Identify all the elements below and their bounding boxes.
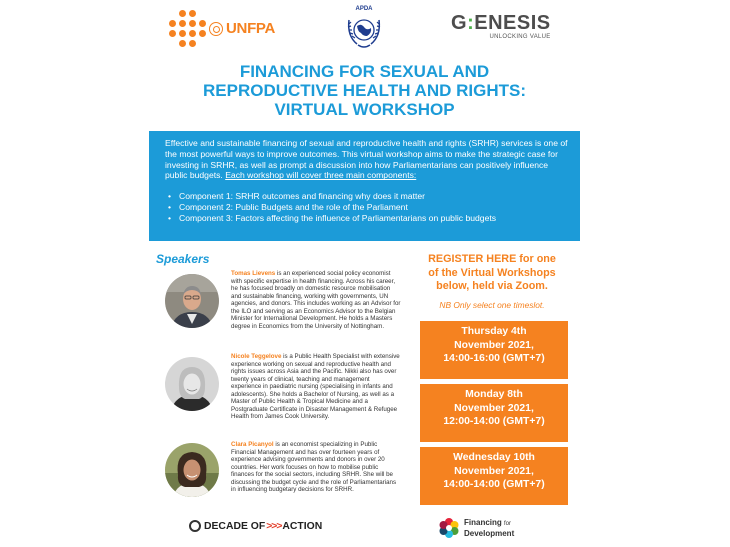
- intro-components-lead: Each workshop will cover three main components:: [225, 170, 417, 181]
- speaker-name: Clara Picanyol: [231, 441, 274, 448]
- timeslot-button-monday[interactable]: Monday 8th November 2021, 12:00-14:00 (GMT+7): [420, 384, 568, 442]
- speaker-bio: Nicole Teggelove is a Public Health Specialist with extensive experience working on sexual and reproductive health and rights issues across Asia and the Pacific. Nikki also has over twenty years of clinical, teaching and management experience in paediatric nursing (specialising in infants and adolescents). She holds a Bachelor of Nursing, as well as a Master of Public Health & Tropical Medicine and a Postgraduate Certificate in Disaster Management & Refugee Health from James Cook University.: [231, 353, 400, 420]
- ffd-wordmark: Financing for Development: [464, 518, 515, 538]
- un-emblem-icon: [209, 22, 223, 36]
- apda-logo: [345, 6, 383, 50]
- genesis-wordmark: G:ENESIS: [451, 12, 551, 34]
- speaker-bio: Tomas Lievens is an experienced social policy economist with specific expertise in health financing. Across his career, he has focused broadly on domestic resource mobilisation and sustainable financing, working with governments, UN agencies, and donors. This includes working as an Advisor for the ILO and serving as an Economics Advisor to the Belgian Minister for International Development. He holds a Masters degree in Economics from the University of Nottingham.: [231, 270, 401, 330]
- speaker-name: Nicole Teggelove: [231, 353, 282, 360]
- intro-paragraph: Effective and sustainable financing of sexual and reproductive health and rights (SRHR) services is one of the most powerful ways to improve outcomes. This virtual workshop aims to make the strategic case for investing in SRHR, as well as prompt a discussion into how Parliamentarians can positively influence public budgets. Each workshop will cover three main components:: [165, 138, 568, 181]
- speaker-photo: [165, 443, 219, 497]
- globe-icon: [189, 520, 201, 532]
- components-list: [165, 191, 570, 223]
- timeslot-button-wednesday[interactable]: Wednesday 10th November 2021, 14:00-14:00 (GMT+7): [420, 447, 568, 505]
- apda-globe-icon: [345, 6, 383, 50]
- financing-for-development-logo: [438, 517, 514, 539]
- list-item: • Component 2: Public Budgets and the role of the Parliament: [165, 202, 570, 213]
- workshop-flyer: [149, 0, 580, 547]
- genesis-logo: [451, 13, 551, 40]
- title-line-1: FINANCING FOR SEXUAL AND: [239, 62, 490, 81]
- unfpa-wordmark: UNFPA: [226, 20, 276, 37]
- ffd-flower-icon: [438, 517, 460, 539]
- list-item: • Component 1: SRHR outcomes and financing why does it matter: [165, 191, 570, 202]
- speakers-heading: Speakers: [156, 252, 210, 266]
- chevrons-icon: >>>: [266, 520, 282, 532]
- title-line-3: VIRTUAL WORKSHOP: [274, 100, 455, 119]
- apda-wordmark: APDA: [355, 6, 373, 12]
- intro-box: [149, 131, 580, 241]
- unfpa-dots-icon: [169, 10, 206, 47]
- genesis-tagline: UNLOCKING VALUE: [489, 34, 551, 40]
- page-title: [149, 62, 580, 119]
- title-line-2: REPRODUCTIVE HEALTH AND RIGHTS:: [203, 81, 526, 100]
- list-item: • Component 3: Factors affecting the influence of Parliamentarians on public budgets: [165, 213, 570, 224]
- register-heading[interactable]: REGISTER HERE for one of the Virtual Workshops below, held via Zoom.: [428, 253, 556, 292]
- speaker-photo: [165, 357, 219, 411]
- speaker-photo: [165, 274, 219, 328]
- decade-of-action-logo: DECADE OF >>> ACTION: [189, 520, 322, 532]
- speaker-name: Tomas Lievens: [231, 270, 276, 277]
- timeslot-note: NB Only select one timeslot.: [439, 300, 545, 310]
- speaker-bio: Clara Picanyol is an economist specializing in Public Financial Management and has over fourteen years of experience advising governments and donors in over 20 countries. Her work focuses on how to mobilise public finances for the social sectors, including SRHR. She will be discussing the budget cycle and the role of Parliamentarians in influencing budgetary decisions for SRHR.: [231, 441, 397, 493]
- timeslot-button-thursday[interactable]: Thursday 4th November 2021, 14:00-16:00 (GMT+7): [420, 321, 568, 379]
- unfpa-logo: [169, 10, 275, 47]
